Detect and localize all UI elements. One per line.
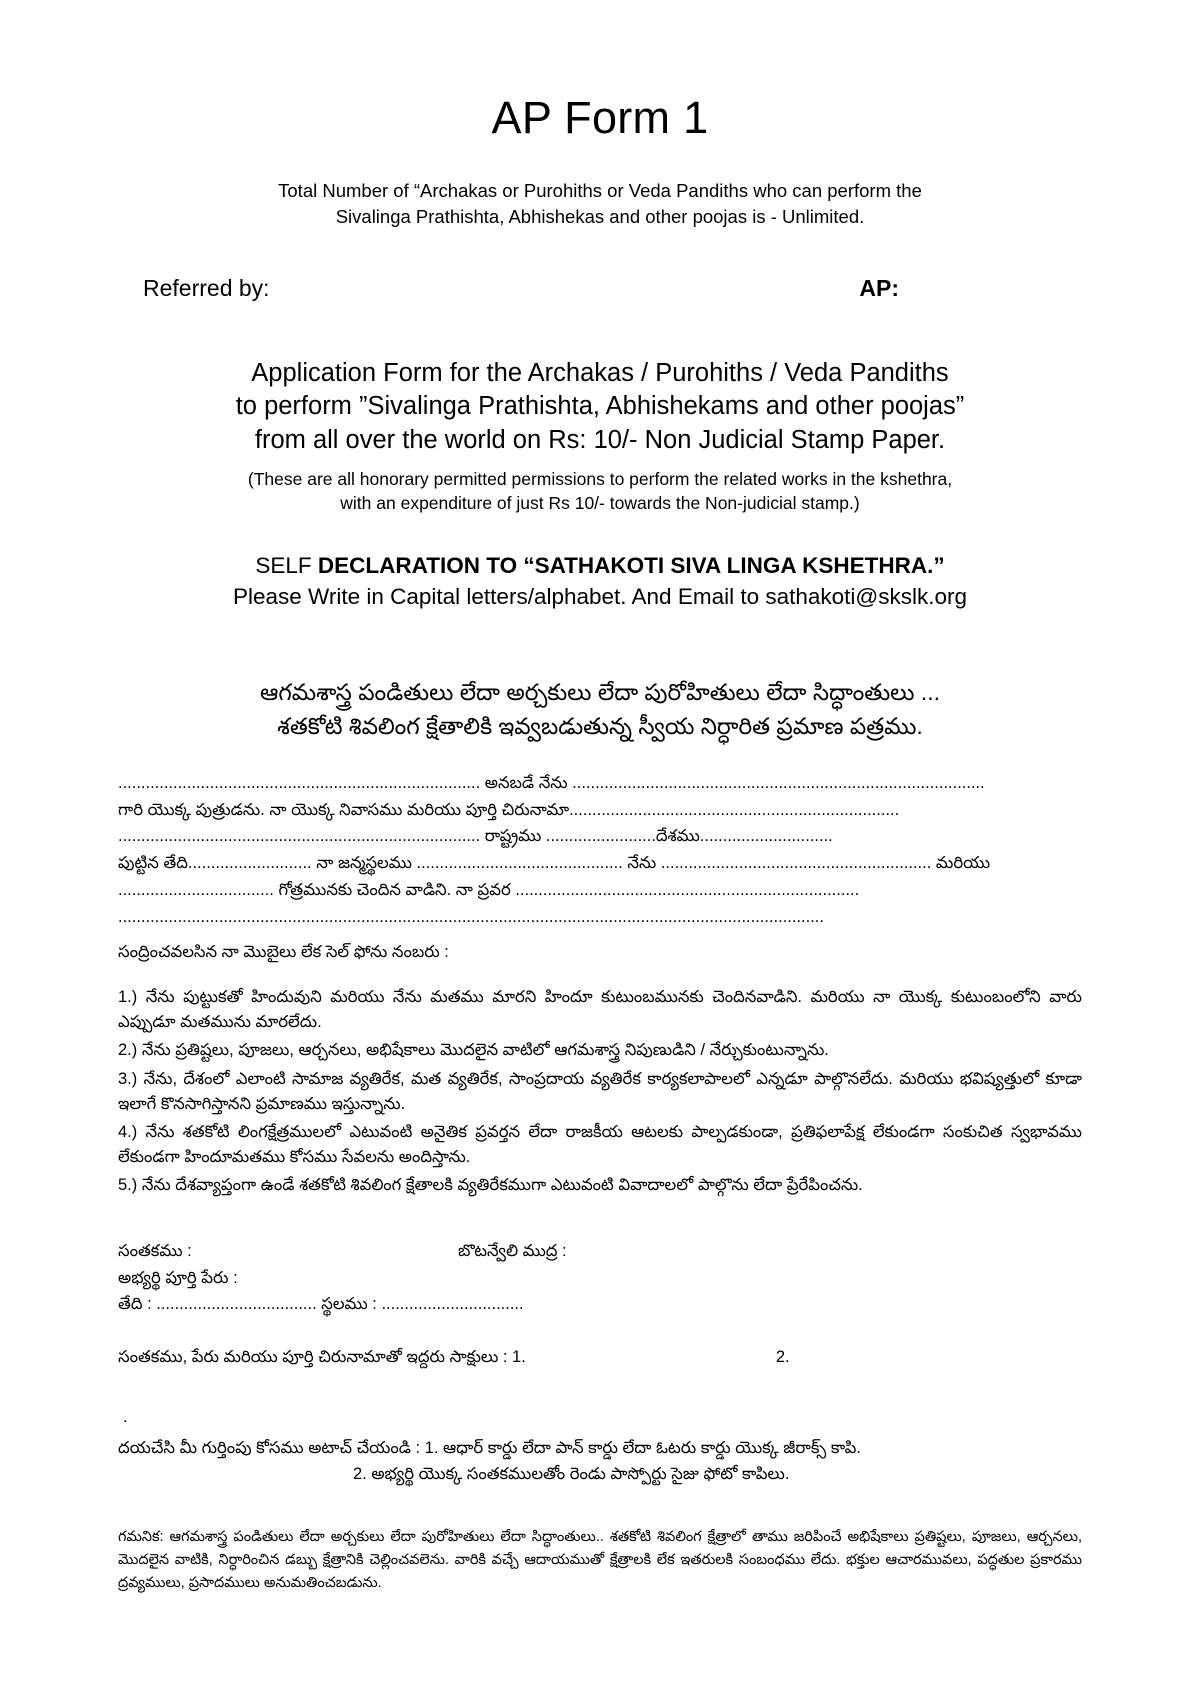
telugu-heading-line-1: ఆగమశాస్త్ర పండితులు లేదా అర్చకులు లేదా పురోహితులు లేదా సిద్ధాంతులు ... [260,678,940,705]
stray-dot: . [123,1408,128,1427]
subtitle-line-1: Total Number of “Archakas or Purohiths or Veda Pandiths who can perform the [278,180,922,201]
witness-label: సంతకము, పేరు మరియు పూర్తి చిరునామాతో ఇద్దరు సాక్షులు : 1. [118,1348,526,1367]
clause-item: 1.) నేను పుట్టుకతో హిందువుని మరియు నేను మతము మారని హిందూ కుటుంబమునకు చెందినవాడిని. మరియు నా యొక్క కుటుంబంలోని వారు ఎప్పుడూ మతమును మారలేదు. [118,988,1082,1032]
date-place-line[interactable]: తేది : ................................... స్థలము : ............................... [118,1295,524,1314]
thumb-impression-label: బొటన్వేలి ముద్ర : [458,1241,567,1260]
self-declaration-heading [118,551,1082,582]
document-body [118,0,1082,1595]
note-block [118,467,1082,515]
self-declaration-subline: Please Write in Capital letters/alphabet. And Email to sathakoti@skslk.org [232,584,968,610]
note-line-2: with an expenditure of just Rs 10/- towards the Non-judicial stamp.) [340,492,860,513]
clause-item: 4.) నేను శతకోటి లింగక్షేత్రములలో ఎటువంటి అనైతిక ప్రవర్తన లేదా రాజకీయ ఆటలకు పాల్పడకుండా, ప్రతిఫలాపేక్ష లేకుండగా సంకుచిత స్వభావము లేకుండగా హిందూమతము కోసము సేవలను అందిస్తాను. [118,1122,1082,1166]
application-heading-line-2: to perform ”Sivalinga Prathishta, Abhishekams and other poojas” [235,392,965,421]
fill-in-line[interactable]: గారి యొక్క పుత్రుడను. నా యొక్క నివాసము మరియు పూర్తి చిరునామా........................................................................ [118,800,900,819]
clause-item: 2.) నేను ప్రతిష్టలు, పూజలు, ఆర్చనలు, అభిషేకాలు మొదలైన వాటిలో ఆగమశాస్త్ర నిపుణుడిని / నేర్చుకుంటున్నాను. [118,1041,829,1060]
signature-row [118,1238,1082,1265]
note-line-1: (These are all honorary permitted permissions to perform the related works in the kshethra, [247,468,953,489]
application-heading [118,357,1082,458]
fill-in-line[interactable]: ............................................................................... రాష్ట్రము ........................దేశము............................. [118,827,833,846]
referred-row [118,275,1082,302]
subtitle-block [118,178,1082,231]
application-heading-line-3: from all over the world on Rs: 10/- Non Judicial Stamp Paper. [254,425,946,454]
attachment-line-2: 2. అభ్యర్థి యొక్క సంతకములతోం రెండు పాస్పోర్టు సైజు ఫోటో కాపిలు. [353,1465,790,1484]
witness-row [118,1348,1082,1370]
ap-label: AP: [859,274,899,301]
declaration-clauses [118,985,1082,1198]
telugu-heading [118,675,1082,744]
applicant-full-name-label: అభ్యర్థి పూర్తి పేరు : [118,1268,238,1287]
phone-number-label[interactable]: సంద్రించవలసిన నా మొబైలు లేక సెల్ ఫోను నంబరు : [118,943,449,962]
page-title: AP Form 1 [491,92,709,143]
self-declaration-prefix: SELF [255,552,318,578]
attachment-line-1: దయచేసి మీ గుర్తింపు కోసము అటాచ్ చేయండి : 1. ఆధార్ కార్డు లేదా పాన్ కార్డు లేదా ఓటరు కార్డు యొక్క జీరాక్స్ కాపి. [118,1439,861,1458]
fill-in-line[interactable]: .......................................................................................................................................................... [118,907,824,926]
referred-by-label: Referred by: [143,274,270,301]
clause-item: 3.) నేను, దేశంలో ఎలాంటి సామాజ వ్యతిరేక, మత వ్యతిరేక, సాంప్రదాయ వ్యతిరేక కార్యకలాపాలలో ఎన్నడూ పాల్గొనలేదు. మరియు భవిష్యత్తులో కూడా ఇలాగే కొనసాగిస్తానని ప్రమాణము ఇస్తున్నాను. [118,1069,1082,1113]
telugu-heading-line-2: శతకోటి శివలింగ క్షేతాలికి ఇవ్వబడుతున్న స్వీయ నిర్ధారిత ప్రమాణ పత్రము. [277,713,923,740]
signature-block [118,1238,1082,1318]
fill-in-line[interactable]: ............................................................................... అనబడే నేను .......................................................................................... [118,773,985,792]
fill-in-line[interactable]: పుట్టిన తేది........................... నా జన్మస్థలము ............................................. నేను ........................................................... మరియు [118,854,991,873]
self-declaration-bold: DECLARATION TO “SATHAKOTI SIVA LINGA KSHETHRA.” [317,552,945,578]
signature-label: సంతకము : [118,1241,192,1260]
footnote: గమనిక: ఆగమశాస్త్ర పండితులు లేదా అర్చకులు లేదా పురోహితులు లేదా సిద్ధాంతులు.. శతకోటి శివలింగ క్షేత్రాలో తాము జరిపించే అభిషేకాలు ప్రతిష్టలు, పూజలు, ఆర్చనలు, మొదలైన వాటికి, నిర్ధారించిన డబ్బు క్షేత్రానికి చెల్లించవలెను. వారికి వచ్చే ఆదాయముతో క్షేత్రాలకి లేక ఇతరులకి సంబంధము లేదు. భక్తుల ఆచారమువలు, పద్ధతుల ప్రకారము ద్రవ్యములు, ప్రసాదములు అనుమతించబడును. [118,1528,1082,1592]
attachments-block [118,1435,1082,1488]
fill-in-line[interactable]: .................................. గోత్రమునకు చెందిన వాడిని. నా ప్రవర ........................................................................... [118,880,860,899]
application-heading-line-1: Application Form for the Archakas / Purohiths / Veda Pandiths [251,358,949,387]
clause-item: 5.) నేను దేశవ్యాప్తంగా ఉండే శతకోటి శివలింగ క్షేతాలకి వ్యతిరేకముగా ఎటువంటి వివాదాలలో పాల్గొను లేదా ప్రేరేపించను. [118,1175,863,1194]
fill-in-lines [118,770,1082,930]
witness-second-number: 2. [775,1348,790,1367]
subtitle-line-2: Sivalinga Prathishta, Abhishekas and other poojas is - Unlimited. [335,206,865,228]
